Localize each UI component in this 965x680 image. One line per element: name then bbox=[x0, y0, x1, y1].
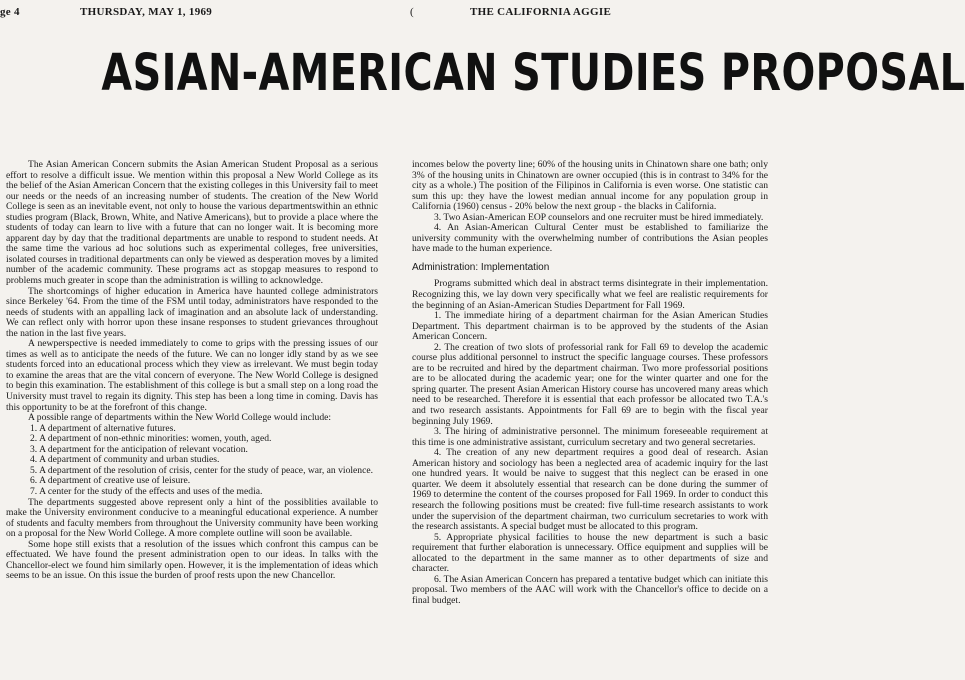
body-paragraph: The departments suggested above represent only a hint of the possiblities available to make the University environment conducive to a meaningful educational experience. A number of students and faculty members from throughout the University community have been working on a proposal for the New World College. A more complete outline will soon be available. bbox=[6, 496, 378, 540]
body-paragraph: The shortcomings of higher education in America have haunted college administrators since Berkeley '64. From the time of the FSM until today, administrators have responded to the needs of students with an appalling lack of imagination and an absolute lack of understanding. We can reflect only with horror upon these insane responses to student grievances throughout the nation in the last five years. bbox=[6, 285, 378, 339]
body-paragraph: A possible range of departments within the New World College would include: bbox=[28, 412, 332, 424]
department-list-item: 2. A department of non-ethnic minorities: women, youth, aged. bbox=[30, 433, 272, 445]
issue-date: THURSDAY, MAY 1, 1969 bbox=[80, 6, 213, 18]
body-paragraph: Programs submitted which deal in abstract terms disintegrate in their implementation. Recognizing this, we lay down very specifically what we feel are realistic requirements for the beginning of an Asian-American Studies Department for Fall 1969. bbox=[412, 278, 768, 311]
page-number: ge 4 bbox=[0, 6, 20, 18]
department-list-item: 5. A department of the resolution of crisis, center for the study of peace, war, an violence. bbox=[30, 464, 374, 476]
department-list-item: 4. A department of community and urban studies. bbox=[30, 454, 220, 466]
newspaper-name: THE CALIFORNIA AGGIE bbox=[470, 6, 612, 18]
requirement-paragraph: 3. Two Asian-American EOP counselors and one recruiter must be hired immediately. bbox=[434, 211, 764, 223]
department-list-item: 7. A center for the study of the effects and uses of the media. bbox=[30, 485, 263, 497]
continued-paragraph: incomes below the poverty line; 60% of the housing units in Chinatown share one bath; only 3% of the housing units in Chinatown are owner occupied (this is in contrast to 34% for the city as a whole.) The position of the Filipinos in California is even worse. One statistic can sum this up: they have the lowest median annual income for any population group in California (1960) census - 20% below the next group - the blacks in California. bbox=[412, 159, 768, 213]
section-heading: Administration: Implementation bbox=[412, 261, 550, 273]
right-column bbox=[412, 160, 768, 606]
masthead-divider: ( bbox=[410, 6, 414, 18]
requirement-paragraph: 1. The immediate hiring of a department chairman for the Asian American Studies Department. This department chairman is to be approved by the students of the Asian American Concern. bbox=[412, 310, 768, 343]
department-list-item: 1. A department of alternative futures. bbox=[30, 422, 176, 434]
requirement-paragraph: 5. Appropriate physical facilities to house the new department is such a basic requirement that further elaboration is unnecessary. Office equipment and supplies will be allocated to the department in the same manner as to other departments of size and character. bbox=[412, 531, 768, 575]
intro-paragraph: The Asian American Concern submits the Asian American Student Proposal as a serious effort to resolve a difficult issue. We mention within this proposal a New World College as its the belief of the Asian American Concern that the existing colleges in this University fail to meet our needs or the needs of an increasing number of students. The creation of the New World College is seen as an inevitable event, not only to house the various departmentswithin an ethnic studies program (Black, Brown, White, and Native Americans), but to provide a place where the students of today can learn to live with a future that can no longer wait. It is becoming more apparent day by day that the traditional departments are unable to respond to student needs. At the same time the various ad hoc solutions such as experimental colleges, free universities, isolated courses in traditional departments can only be viewed as desperation moves by a limited number of the academic community. These programs act as stopgap measures to respond to problems much greater in scope than the administration is willing to acknowledge. bbox=[6, 159, 378, 287]
body-paragraph: Some hope still exists that a resolution of the issues which confront this campus can be effectuated. We have found the present administration open to our ideas. In talks with the Chancellor-elect we found him similarly open. However, it is the implementation of ideas which seems to be an issue. On this issue the burden of proof rests upon the new Chancellor. bbox=[6, 538, 378, 582]
department-list-item: 6. A department of creative use of leisure. bbox=[30, 475, 191, 487]
requirement-paragraph: 4. The creation of any new department requires a good deal of research. Asian American history and sociology has been a neglected area of academic inquiry for the last one hundred years. It would be naive to suggest that this neglect can be erased in one quarter. We deem it absolutely essential that research can be done during the summer of 1969 to determine the content of the courses proposed for Fall 1969. In order to conduct this research the following positions must be created: five full-time research assistants to work under the supervision of the department chairman, two curriculum secretaries to work with the research assistants. A special budget must be allocated to this program. bbox=[412, 447, 768, 533]
requirement-paragraph: 6. The Asian American Concern has prepared a tentative budget which can initiate this proposal. Two members of the AAC will work with the Chancellor's office to decide on a final budget. bbox=[412, 573, 768, 606]
requirement-paragraph: 3. The hiring of administrative personnel. The minimum foreseeable requirement at this time is one administrative assistant, curriculum secretary and two general secretaries. bbox=[412, 426, 768, 448]
headline: ASIAN-AMERICAN STUDIES PROPOSAL bbox=[101, 44, 965, 103]
body-paragraph: A newperspective is needed immediately to come to grips with the pressing issues of our times as well as to anticipate the needs of the future. We can no longer idly stand by as we see students forced into an educational process which they view as irrelevant. We must begin today to examine the areas that are the vital concern of everyone. The New World College is designed to begin this examination. The establishment of this college is but a small step on a long road the University must travel to regain its dignity. This step has been a long time in coming. Davis has this opportunity to be at the forefront of this change. bbox=[6, 338, 378, 413]
masthead bbox=[0, 0, 776, 22]
requirement-paragraph: 4. An Asian-American Cultural Center must be established to familiarize the university community with the overwhelming number of contributions the Asian peoples have made to the human experience. bbox=[412, 222, 768, 255]
department-list-item: 3. A department for the anticipation of relevant vocation. bbox=[30, 443, 248, 455]
requirement-paragraph: 2. The creation of two slots of professorial rank for Fall 69 to develop the academic course plus additional personnel to instruct the specific language courses. These professors are to be recruited and hired by the department chairman. Two more professorial positions are to be allocated during the academic year; one for the winter quarter and one for the spring quarter. The present Asian American History course has uncovered many areas which need to be researched. Therefore it is essential that each professor be allocated two T.A.'s and two research assistants. Appointments for Fall 69 are to begin with the fiscal year beginning July 1969. bbox=[412, 341, 768, 427]
left-column bbox=[6, 160, 378, 582]
